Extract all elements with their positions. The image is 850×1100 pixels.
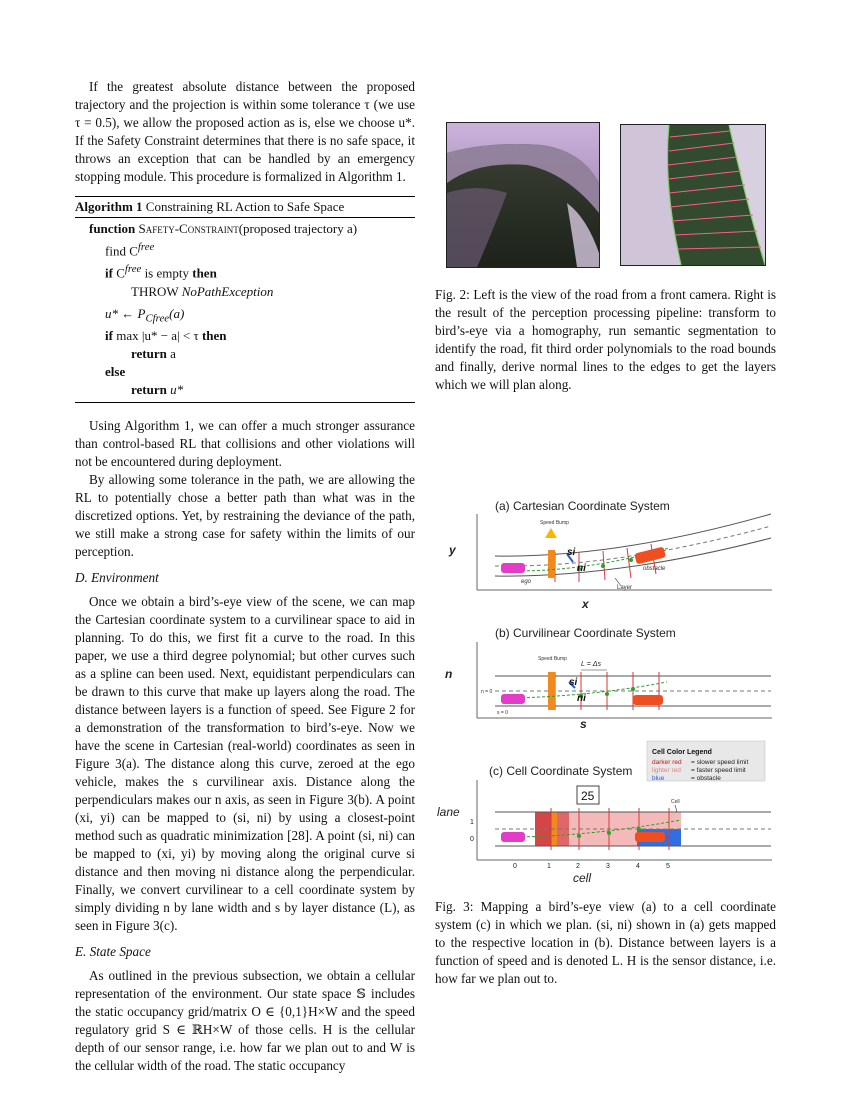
algo-keyword: return bbox=[131, 382, 167, 398]
ego-vehicle bbox=[501, 832, 525, 842]
algorithm-body bbox=[75, 218, 415, 402]
cell-tick: 3 bbox=[606, 863, 610, 870]
birds-eye-image bbox=[620, 124, 766, 266]
speed-bump-label: Speed Bump bbox=[540, 520, 569, 526]
panel-b-title: (b) Curvilinear Coordinate System bbox=[495, 626, 676, 640]
speed-bump-label: Speed Bump bbox=[538, 656, 567, 662]
algo-text: (a) bbox=[169, 305, 185, 321]
algo-text: is empty bbox=[141, 265, 193, 281]
algo-text: THROW bbox=[131, 283, 179, 299]
algo-sup: free bbox=[137, 241, 155, 253]
ego-vehicle bbox=[501, 694, 525, 704]
n0-label: n = 0 bbox=[481, 689, 493, 695]
obstacle-vehicle bbox=[633, 695, 663, 705]
algo-text: a bbox=[166, 346, 176, 362]
algo-line-find bbox=[89, 238, 415, 260]
algo-line-project bbox=[89, 305, 415, 328]
algo-keyword: then bbox=[192, 265, 217, 281]
algo-line-if-max bbox=[89, 327, 415, 345]
front-camera-image bbox=[446, 122, 600, 268]
legend-light-text: = faster speed limit bbox=[691, 767, 746, 774]
paragraph-state-space: As outlined in the previous subsection, we obtain a cellular representation of the environment. Our state space 𝕊 includes the static occupancy grid/matrix O ∈ {0,1}H×W and the speed regulatory grid S ∈ ℝH×W of those cells. H is the cellular depth of our sensor range, i.e. how far we plan out to and W is the cellular width of the road. The static occupancy bbox=[75, 968, 415, 1074]
legend-blue-text: = obstacle bbox=[691, 775, 721, 782]
axis-y-label: y bbox=[449, 543, 456, 557]
road-center bbox=[495, 526, 771, 566]
trajectory-point bbox=[607, 831, 611, 835]
cell-ticks bbox=[513, 863, 670, 870]
paragraph-tolerance-path: By allowing some tolerance in the path, we are allowing the RL to potentially chose a better path than what was in the discretized options. Yet, by restraining the deviance of the path, we still make a strong case for safety within the limits of our perception. bbox=[75, 472, 415, 560]
si-label: si bbox=[569, 677, 578, 688]
lane-tick: 1 bbox=[470, 819, 474, 826]
cell-legend bbox=[647, 741, 765, 782]
algo-text: u* ← P bbox=[105, 305, 146, 321]
ni-label: ni bbox=[577, 563, 586, 574]
cell-tick: 1 bbox=[547, 863, 551, 870]
ego-vehicle bbox=[501, 563, 525, 573]
panel-curvilinear bbox=[445, 626, 772, 731]
algorithm-title: Constraining RL Action to Safe Space bbox=[145, 199, 345, 214]
panel-cartesian bbox=[448, 499, 772, 611]
algo-line-return-a bbox=[89, 345, 415, 363]
algorithm-box bbox=[75, 196, 415, 403]
algo-exception: NoPathException bbox=[181, 283, 274, 299]
legend-blue: blue bbox=[652, 775, 665, 782]
ni-label: ni bbox=[577, 693, 586, 704]
algo-func-args: (proposed trajectory a) bbox=[238, 221, 358, 236]
lane-tick: 0 bbox=[470, 836, 474, 843]
layer-distance-label: L = Δs bbox=[581, 661, 601, 668]
paragraph-assurance: Using Algorithm 1, we can offer a much stronger assurance than control-based RL that collisions and other violations will not be encountered during deployment. bbox=[75, 418, 415, 470]
cell-tick: 4 bbox=[636, 863, 640, 870]
algo-sub: Cfree bbox=[145, 312, 170, 325]
algo-func-name: Safety-Constraint bbox=[138, 221, 239, 236]
section-heading-environment: D. Environment bbox=[75, 570, 159, 586]
trajectory-point bbox=[605, 692, 609, 696]
left-column bbox=[75, 78, 415, 1075]
legend-title: Cell Color Legend bbox=[652, 749, 712, 756]
speed-bump-bar bbox=[548, 550, 555, 578]
algo-text: max |u* − a| < τ bbox=[112, 328, 202, 344]
cell-tick: 0 bbox=[513, 863, 517, 870]
layer-label: Layer bbox=[617, 585, 633, 591]
panel-c-title: (c) Cell Coordinate System bbox=[489, 764, 633, 778]
obstacle-label: obstacle bbox=[643, 566, 666, 572]
algorithm-label: Algorithm 1 bbox=[75, 199, 143, 214]
axis-s-label: s bbox=[580, 717, 587, 731]
algorithm-header bbox=[75, 197, 415, 218]
algo-keyword: then bbox=[201, 328, 227, 344]
si-label: si bbox=[567, 547, 576, 558]
s0-label: s = 0 bbox=[497, 710, 508, 716]
trajectory-point bbox=[577, 834, 581, 838]
trajectory-point bbox=[629, 558, 633, 562]
ego-label: ego bbox=[521, 579, 532, 585]
panel-a-title: (a) Cartesian Coordinate System bbox=[495, 499, 670, 513]
section-heading-state-space: E. State Space bbox=[75, 944, 151, 960]
speed-bump-bar bbox=[548, 672, 555, 710]
cell-tick: 2 bbox=[576, 863, 580, 870]
fig2-caption: Fig. 2: Left is the view of the road from a front camera. Right is the result of the perception processing pipeline: transform to bird’s-eye via a homography, run semantic segmentation to identify the road, fit third order polynomials to the road bounds and finally, derive normal lines to the edges to get the layers which we will plan along. bbox=[435, 287, 776, 392]
algo-text: u* bbox=[166, 382, 184, 398]
panel-cell bbox=[437, 741, 772, 885]
algo-line-else bbox=[89, 363, 415, 381]
cell-pointer-line bbox=[675, 805, 677, 812]
speed-bump-sign bbox=[545, 528, 557, 538]
axis-cell-label: cell bbox=[573, 871, 592, 885]
obstacle-vehicle bbox=[635, 832, 665, 842]
algo-line-return-u bbox=[89, 381, 415, 399]
fig3-caption: Fig. 3: Mapping a bird’s-eye view (a) to a cell coordinate system (c) in which we plan. (si, ni) shown in (a) gets mapped to the respective location in (b). Distance between layers is a function of speed and is denoted L. H is the sensor distance, i.e. how far we plan out to. bbox=[435, 899, 776, 986]
algo-keyword: function bbox=[89, 221, 136, 236]
algo-keyword: if bbox=[105, 328, 113, 344]
algo-text: C bbox=[116, 265, 125, 281]
road-edge-top bbox=[495, 514, 771, 556]
trajectory-point bbox=[637, 827, 641, 831]
axis-lane-label: lane bbox=[437, 805, 460, 819]
algo-line-if-empty bbox=[89, 260, 415, 282]
algo-sup: free bbox=[124, 263, 142, 276]
algo-keyword: if bbox=[105, 265, 113, 281]
algo-line-function bbox=[89, 220, 415, 238]
algo-text: find C bbox=[105, 243, 138, 259]
algo-line-throw bbox=[89, 283, 415, 301]
axis-n-label: n bbox=[445, 667, 453, 681]
cell-pointer-label: Cell bbox=[671, 799, 680, 805]
trajectory-point bbox=[631, 687, 635, 691]
cell-tick: 5 bbox=[666, 863, 670, 870]
legend-light: lighter red bbox=[652, 767, 681, 774]
paragraph-environment: Once we obtain a bird’s-eye view of the scene, we can map the Cartesian coordinate system to a curvilinear space to aid in planning. To do this, we first fit a curve to the road. In this paper, we use a third degree polynomial; but other curves such as a spline can been used. Next, equidistant perpendiculars can be drawn to this curve that make up layers along the road. The distance between layers is a function of speed. See Figure 2 for a demonstration of the transformation to bird’s-eye. Now we have the scene in Cartesian (real-world) coordinates as seen in Figure 3(a). The distance along this curve, zeroed at the ego vehicle, makes the s curvilinear axis. Distance along the perpendiculars makes our n axis, as seen in Figure 3(b). A point (xi, yi) can be mapped to (si, ni) by using a closest-point method such as quadratic minimization [28]. A point (si, ni) can be mapped to (xi, yi) by moving along the original curve si distance and then moving ni distance along the perpendicular. Finally, we convert curvilinear to a cell coordinate system by simply dividing n by lane width and s by layer distance (L), as seen in Figure 3(c). bbox=[75, 594, 415, 934]
figure-3 bbox=[437, 492, 777, 892]
trajectory-point bbox=[601, 564, 605, 568]
paragraph-tolerance: If the greatest absolute distance between the proposed trajectory and the projection is within some tolerance τ (we use τ = 0.5), we allow the proposed action as is, else we choose u*. If the Safety Constraint determines that there is no safe space, it throws an exception that can be handled by an emergency stopping module. This procedure is formalized in Algorithm 1. bbox=[75, 79, 415, 184]
legend-dark-text: = slower speed limit bbox=[691, 759, 749, 766]
legend-dark: darker red bbox=[652, 759, 682, 766]
algo-keyword: return bbox=[131, 346, 167, 362]
algo-keyword: else bbox=[105, 364, 126, 380]
axis-x-label: x bbox=[582, 597, 589, 611]
speed-limit-value: 25 bbox=[581, 789, 595, 803]
